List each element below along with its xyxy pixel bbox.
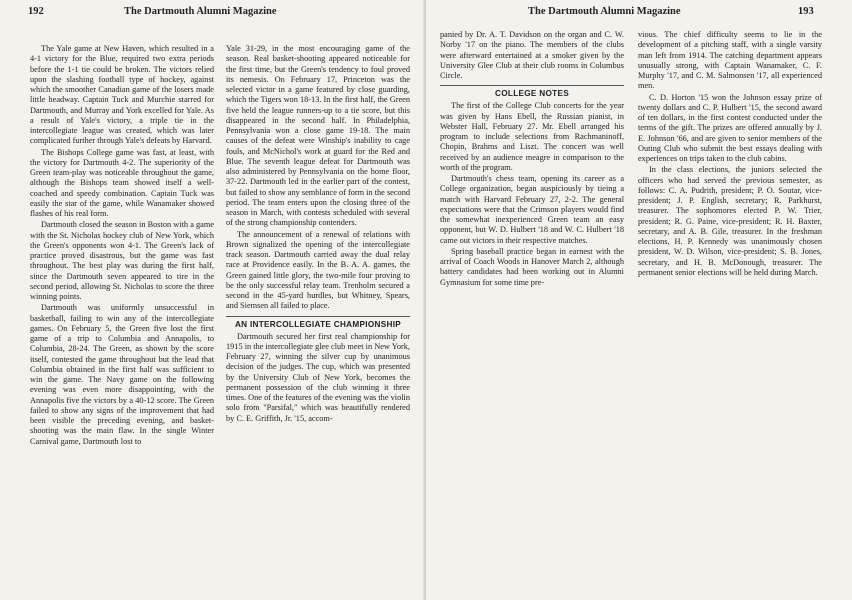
left-column-2 [226, 44, 410, 424]
section-heading-championship: AN INTERCOLLEGIATE CHAMPIONSHIP [226, 316, 410, 330]
right-page-header: The Dartmouth Alumni Magazine [528, 6, 681, 17]
right-column-1 [440, 30, 624, 288]
paragraph-baseball: Spring baseball practice began in earnest with the arrival of Coach Woods in Hanover March 2, although battery candidates had been working out in Alumni Gymnasium for some time pre- [440, 246, 624, 287]
section-heading-college-notes: COLLEGE NOTES [440, 85, 624, 99]
left-page-number: 192 [28, 6, 44, 17]
right-page [426, 0, 852, 600]
left-column-1 [30, 44, 214, 447]
paragraph-basketball: Dartmouth was uniformly unsuccessful in basketball, failing to win any of the intercollegiate games. On February 5, the Green five lost the first game of a trip to Columbia and Annapolis, to Columbia, 28-24. The Green, as shown by the score itself, contested the game throughout but the lead that Columbia obtained in the first half was sufficient to win the game. The Navy game on the following evening was even more disappointing, with the Annapolis five the victors by a 40-12 score. The Green failed to show any signs of the improvement that had been visible the preceding evening, and basket-shooting was the main flaw. In the single Winter Carnival game, Dartmouth lost to [30, 303, 214, 446]
paragraph-glee-club: Dartmouth secured her first real championship for 1915 in the intercollegiate glee club meet in New York, February 27, winning the silver cup by unanimous decision of the judges. The cup, which was presented by the University Club of New York, becomes the permanent possession of the club winning it three times. One of the features of the evening was the violin solo from "Parsifal," which was beautifully rendered by C. E. Griffith, Jr. '15, accom- [226, 331, 410, 423]
right-column-2 [638, 30, 822, 278]
paragraph-bishops-game: The Bishops College game was fast, at least, with the victory for Dartmouth 4-2. The superiority of the Green team-play was noticeable throughout the game, although the Bishops team showed itself a well-coached and speedy combination. Captain Tuck was easily the star of the game, while Wanamaker showed flashes of his real form. [30, 147, 214, 218]
paragraph-yale-hockey: The Yale game at New Haven, which resulted in a 4-1 victory for the Blue, required two extra periods before the 1-1 tie could be broken. The victors relied upon the slashing football type of hockey, against which the smoother Canadian game of the losers made little headway. Captain Tuck and Murchie starred for Dartmouth, and Murray and York excelled for Yale. As a result of Yale's victory, a triple tie in the intercollegiate league was created, which was later complicated further through Yale's defeats by Harvard. [30, 44, 214, 146]
left-page-header: The Dartmouth Alumni Magazine [124, 6, 277, 17]
paragraph-track: The announcement of a renewal of relations with Brown signalized the opening of the intercollegiate track season. Dartmouth carried away the dual relay race at Providence easily. In the B. A. A. games, the Green gained little glory, the two-mile four proving to be the only successful relay team. Trenholm secured a second in the 45-yard hurdles, but Whitney, Spears, and Siemsen all failed to place. [226, 229, 410, 311]
paragraph-st-nicholas: Dartmouth closed the season in Boston with a game with the St. Nicholas hockey club of New York, which the Green's opponents won 4-1. The Green's lack of practice proved disastrous, but the game was fast throughout. The best play was during the first half, since the Dartmouth seven appeared to tire in the second period, allowing St. Nicholas to score the three winning points. [30, 220, 214, 301]
right-page-number: 193 [798, 6, 814, 17]
paragraph-concert: The first of the College Club concerts for the year was given by Hans Ebell, the Russian pianist, in Webster Hall, February 27. Mr. Ebell arranged his program to include selections from Rachmaninoff, Chopin, Brahms and Liszt. The concert was well received by an audience meagre in comparison to the worth of the program. [440, 101, 624, 172]
paragraph-basketball-cont: Yale 31-29, in the most encouraging game of the season. Real basket-shooting appeared noticeable for the first time, but the Green's tendency to foul proved its nemesis. On February 17, Princeton was the selected victor in a game featured by close guarding, which the Tigers won 18-13. In the first half, the Green five held the league runners-up to a tie score, but this disappeared in the second half. In Philadelphia, Pennsylvania won a close game 19-18. The main causes of the defeat were Winship's inability to cage fouls, and McNichol's work at guard for the Red and Blue. The seventh league defeat for Dartmouth was also administered by Pennsylvania on the home floor, 37-22. Dartmouth led in the earlier part of the contest, but failed to show any semblance of form in the second period. The team enters upon the closing three of the season in March, with contests scheduled with several of the strong championship contenders. [226, 44, 410, 228]
paragraph-chess: Dartmouth's chess team, opening its career as a College organization, began auspiciously by tieing a match with Harvard February 27, 2-2. The general expectations were that the Crimson players would find the somewhat inexperienced Green team an easy opponent, but W. D. Hulbert '18 and W. C. Hulbert '18 came out victors in their respective matches. [440, 174, 624, 245]
paragraph-baseball-cont: vious. The chief difficulty seems to lie in the development of a pitching staff, with a single varsity man left from 1914. The catching department appears unusually strong, with Captain Wanamaker, C. F. Murphy '17, and C. M. Salmonsen '17, all experienced men. [638, 30, 822, 91]
paragraph-essay-prize: C. D. Horton '15 won the Johnson essay prize of twenty dollars and C. P. Hulbert '15, the second award of ten dollars, in the first contest conducted under the terms of the gift. The prizes are offered annually by J. E. Johnson '66, and are given to senior members of the Outing Club who submit the best essays dealing with experiences on trips taken to the club cabins. [638, 92, 822, 163]
paragraph-glee-club-cont: panied by Dr. A. T. Davidson on the organ and C. W. Norby '17 on the piano. The members of the clubs were afterward entertained at a smoker given by the University Glee Club at their club rooms in Columbus Circle. [440, 30, 624, 80]
paragraph-class-elections: In the class elections, the juniors selected the officers who had served the previous semester, as follows: C. A. Pudrith, president; P. O. Soutar, vice-president; J. P. English, secretary; R. Parkhurst, treasurer. The sophomores elected P. W. Trier, president; R. G. Paine, vice-president; R. H. Baxter, secretary, and A. B. Gile, treasurer. In the freshman elections, H. P. Kennedy was unanimously chosen president, W. D. Wilson, vice-president; S. B. Jones, secretary, and H. B. McDonough, treasurer. The permanent senior elections will be held during March. [638, 165, 822, 277]
